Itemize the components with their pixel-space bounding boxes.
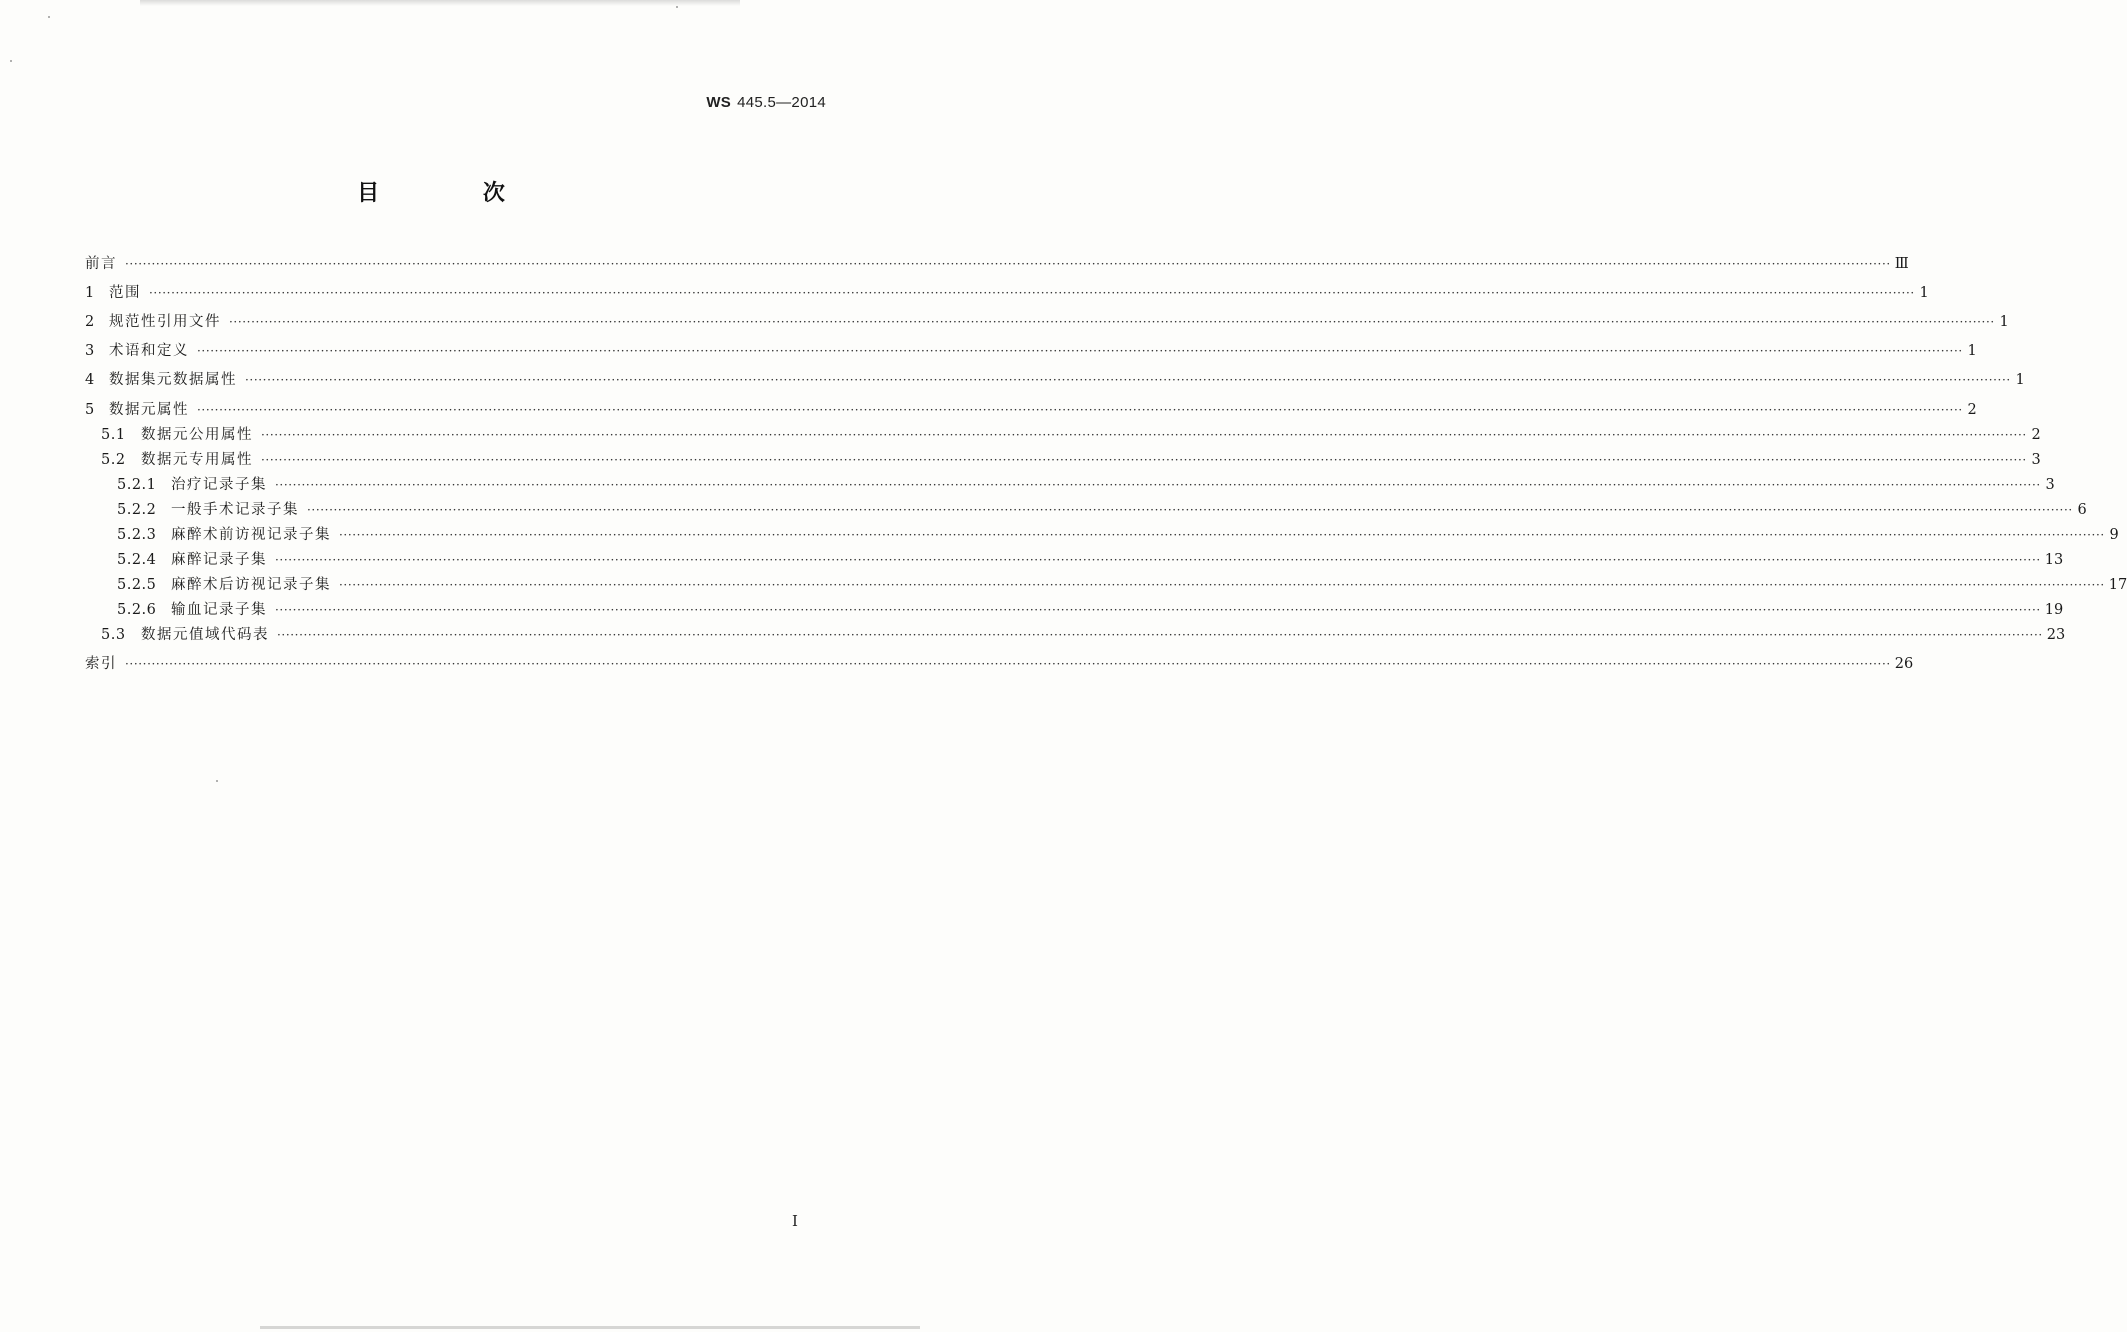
footer-page-number: Ⅰ <box>792 1212 798 1230</box>
toc-leader-dots: ················································································································································································································································································································································································································ <box>125 657 1891 671</box>
document-code-number: 445.5—2014 <box>737 94 826 111</box>
toc-leader-dots: ················································································································································································································································································································································································································ <box>339 528 2105 542</box>
toc-entry-label: 术语和定义 <box>109 343 189 359</box>
toc-entry[interactable] <box>117 523 2119 547</box>
toc-entry[interactable] <box>85 398 1977 422</box>
toc-entry-label: 治疗记录子集 <box>171 477 267 493</box>
toc-entry-number: 5.2.5 <box>117 577 157 593</box>
toc-entry-number: 5.3 <box>101 627 126 643</box>
toc-entry[interactable] <box>85 252 1909 276</box>
toc-entry-label: 前言 <box>85 256 117 272</box>
scan-speck <box>48 16 50 18</box>
toc-entry[interactable] <box>117 573 2127 597</box>
toc-entry-page: 2 <box>1967 402 1977 418</box>
toc-entry[interactable] <box>117 498 2087 522</box>
page-title: 目 次 <box>357 181 553 206</box>
document-code-prefix: WS <box>706 94 732 111</box>
toc-leader-dots: ················································································································································································································································································································································································································ <box>277 628 2043 642</box>
toc-leader-dots: ················································································································································································································································································································································································································ <box>275 603 2041 617</box>
toc-entry-label: 麻醉记录子集 <box>171 552 267 568</box>
scan-top-edge <box>140 0 740 6</box>
toc-entry[interactable] <box>101 623 2066 647</box>
toc-entry-page: 1 <box>1999 314 2009 330</box>
toc-leader-dots: ················································································································································································································································································································································································································ <box>125 257 1891 271</box>
toc-entry-number: 3 <box>85 343 95 359</box>
toc-entry-label: 范围 <box>109 285 141 301</box>
toc-entry-page: 23 <box>2046 627 2066 643</box>
toc-entry-page: 13 <box>2044 552 2064 568</box>
toc-leader-dots: ················································································································································································································································································································································································································ <box>149 286 1915 300</box>
toc-entry-page: Ⅲ <box>1894 256 1909 272</box>
toc-entry[interactable] <box>85 310 2009 334</box>
toc-entry-page: 6 <box>2077 502 2087 518</box>
toc-entry[interactable] <box>85 368 2025 392</box>
toc-entry-number: 4 <box>85 372 95 388</box>
toc-entry-page: 17 <box>2108 577 2127 593</box>
toc-entry-page: 9 <box>2109 527 2119 543</box>
toc-entry-label: 麻醉术前访视记录子集 <box>171 527 331 543</box>
toc-leader-dots: ················································································································································································································································································································································································································ <box>339 578 2105 592</box>
toc-entry-label: 数据集元数据属性 <box>109 372 237 388</box>
toc-entry-page: 2 <box>2031 427 2041 443</box>
toc-entry[interactable] <box>117 548 2064 572</box>
toc-leader-dots: ················································································································································································································································································································································································································ <box>275 553 2041 567</box>
toc-leader-dots: ················································································································································································································································································································································································································ <box>275 478 2041 492</box>
toc-entry-label: 数据元公用属性 <box>141 427 253 443</box>
toc-entry[interactable] <box>117 473 2055 497</box>
toc-entry-number: 1 <box>85 285 95 301</box>
toc-entry-label: 输血记录子集 <box>171 602 267 618</box>
toc-entry[interactable] <box>85 339 1977 363</box>
toc-entry[interactable] <box>101 423 2041 447</box>
toc-entry[interactable] <box>85 281 1929 305</box>
toc-entry-number: 5.2 <box>101 452 126 468</box>
toc-leader-dots: ················································································································································································································································································································································································································ <box>307 503 2073 517</box>
toc-entry-number: 5.2.2 <box>117 502 157 518</box>
toc-entry-page: 19 <box>2044 602 2064 618</box>
toc-entry-number: 5.2.4 <box>117 552 157 568</box>
document-code <box>706 94 826 111</box>
toc-entry-number: 5 <box>85 402 95 418</box>
toc-entry-page: 1 <box>1967 343 1977 359</box>
toc-leader-dots: ················································································································································································································································································································································································································ <box>245 373 2011 387</box>
toc-entry-page: 3 <box>2031 452 2041 468</box>
toc-entry-page: 3 <box>2045 477 2055 493</box>
toc-entry-label: 数据元属性 <box>109 402 189 418</box>
toc-leader-dots: ················································································································································································································································································································································································································ <box>197 344 1963 358</box>
toc-entry-label: 索引 <box>85 656 117 672</box>
toc-entry-number: 5.2.6 <box>117 602 157 618</box>
toc-entry-label: 一般手术记录子集 <box>171 502 299 518</box>
toc-entry-number: 5.1 <box>101 427 126 443</box>
scan-speck <box>216 780 218 782</box>
scan-bottom-edge <box>260 1326 920 1329</box>
toc-leader-dots: ················································································································································································································································································································································································································ <box>197 403 1963 417</box>
toc-entry-page: 26 <box>1894 656 1914 672</box>
toc-entry-label: 规范性引用文件 <box>109 314 221 330</box>
toc-entry-page: 1 <box>2015 372 2025 388</box>
toc-leader-dots: ················································································································································································································································································································································································································ <box>261 428 2027 442</box>
toc-entry-label: 数据元专用属性 <box>141 452 253 468</box>
toc-entry[interactable] <box>101 448 2041 472</box>
toc-entry-label: 数据元值域代码表 <box>141 627 269 643</box>
toc-leader-dots: ················································································································································································································································································································································································································ <box>261 453 2027 467</box>
toc-entry-number: 2 <box>85 314 95 330</box>
toc-entry-number: 5.2.3 <box>117 527 157 543</box>
toc-entry[interactable] <box>85 652 1914 676</box>
toc-entry-number: 5.2.1 <box>117 477 157 493</box>
scan-speck <box>676 6 678 8</box>
scan-speck <box>10 60 12 62</box>
toc-entry-label: 麻醉术后访视记录子集 <box>171 577 331 593</box>
toc-entry[interactable] <box>117 598 2064 622</box>
toc-leader-dots: ················································································································································································································································································································································································································ <box>229 315 1995 329</box>
toc-entry-page: 1 <box>1919 285 1929 301</box>
